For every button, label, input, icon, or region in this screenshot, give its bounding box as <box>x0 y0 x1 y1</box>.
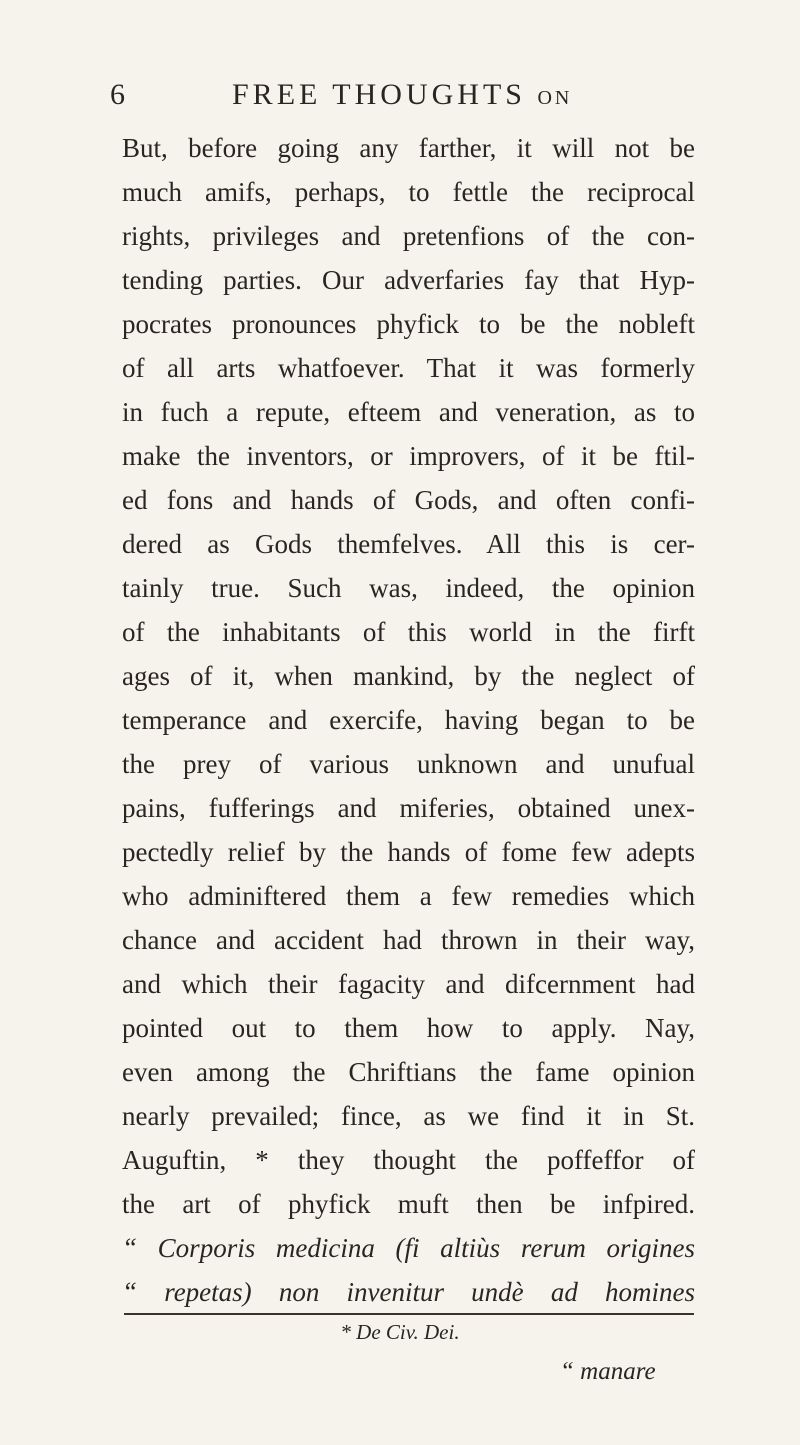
text-line: pointed out to them how to apply. Nay, <box>122 1013 695 1043</box>
text-line: dered as Gods themfelves. All this is cer- <box>122 529 695 559</box>
text-line: who adminiftered them a few remedies which <box>122 881 695 911</box>
text-line: nearly prevailed; fince, as we find it in St. <box>122 1101 695 1131</box>
text-line: pocrates pronounces phyfick to be the nobleft <box>122 309 695 339</box>
text-line: the art of phyfick muft then be infpired. <box>122 1189 695 1219</box>
text-line: of all arts whatfoever. That it was formerly <box>122 353 695 383</box>
text-line: pectedly relief by the hands of fome few adepts <box>122 837 695 867</box>
text-line: much amifs, perhaps, to fettle the reciprocal <box>122 177 695 207</box>
running-head-small: ON <box>537 87 573 109</box>
text-line: and which their fagacity and difcernment had <box>122 969 695 999</box>
text-line: in fuch a repute, efteem and veneration, as to <box>122 397 695 427</box>
running-head-main: FREE THOUGHTS <box>232 78 526 111</box>
text-line: Auguftin, * they thought the poffeffor of <box>122 1145 695 1175</box>
text-line: tending parties. Our adverfaries fay that Hyp- <box>122 265 695 295</box>
page-number: 6 <box>110 78 125 111</box>
text-line: chance and accident had thrown in their way, <box>122 925 695 955</box>
text-line: But, before going any farther, it will not be <box>122 133 695 163</box>
text-line: ages of it, when mankind, by the neglect of <box>122 661 695 691</box>
text-line: make the inventors, or improvers, of it be ftil- <box>122 441 695 471</box>
text-line: temperance and exercife, having began to be <box>122 705 695 735</box>
footnote: * De Civ. Dei. <box>340 1320 460 1344</box>
text-line: rights, privileges and pretenfions of the con- <box>122 221 695 251</box>
text-line: tainly true. Such was, indeed, the opinion <box>122 573 695 603</box>
text-line: “ Corporis medicina (fi altiùs rerum origines <box>122 1233 695 1263</box>
running-head <box>232 78 572 112</box>
text-line: the prey of various unknown and unufual <box>122 749 695 779</box>
text-line: of the inhabitants of this world in the firft <box>122 617 695 647</box>
footnote-rule <box>124 1313 694 1315</box>
text-line: “ repetas) non invenitur undè ad homines <box>122 1277 695 1307</box>
page-header <box>110 78 710 118</box>
text-line: even among the Chriftians the fame opinion <box>122 1057 695 1087</box>
text-line: ed fons and hands of Gods, and often confi- <box>122 485 695 515</box>
text-line: pains, fufferings and miferies, obtained unex- <box>122 793 695 823</box>
catchword: “ manare <box>560 1358 656 1385</box>
